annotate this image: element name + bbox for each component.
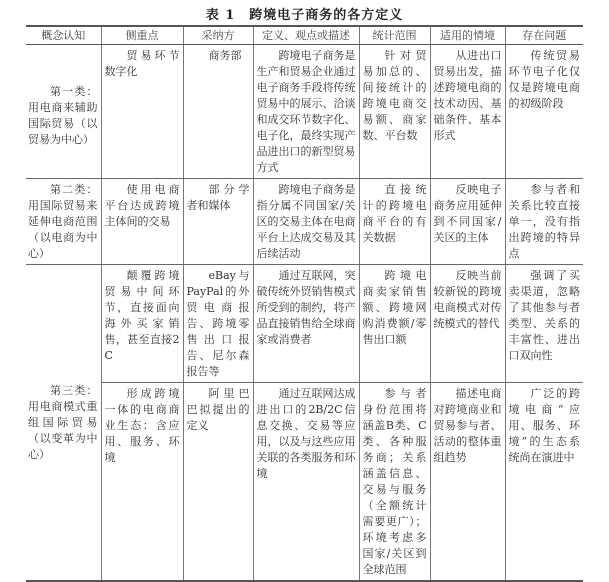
focus-cell: 形成跨境一体的电商商业生态：含应用、服务、环境 xyxy=(101,383,183,582)
context-cell: 从进出口贸易出发，描述跨境电商的技术动因、基础条件、基本形式 xyxy=(430,45,505,179)
scope-cell: 参与者身份范围将涵盖B类、C类、各种服务商；关系涵盖信息、交易与服务（全额统计需要更广）；环境考虑多国家/关区到全球范围 xyxy=(359,383,430,582)
table-row xyxy=(26,179,583,265)
adopter-cell: 商务部 xyxy=(183,45,253,179)
table-row xyxy=(26,45,583,179)
category-cell: 第三类：用电商模式重组国际贸易（以变革为中心） xyxy=(26,265,101,582)
context-cell: 描述电商对跨境商业和贸易参与者、活动的整体重组趋势 xyxy=(430,383,505,582)
definition-cell: 跨境电子商务是生产和贸易企业通过电子商务手段将传统贸易中的展示、洽谈和成交环节数字化、电子化，最终实现产品进出口的新型贸易方式 xyxy=(253,45,359,179)
adopter-cell: eBay与PayPal的外贸电商报告、跨境零售出口报告、尼尔森报告等 xyxy=(183,265,253,383)
table-title: 表 1 跨境电子商务的各方定义 xyxy=(205,8,404,23)
scope-cell: 跨境电商卖家销售额、跨境网购消费额/零售出口额 xyxy=(359,265,430,383)
definitions-table xyxy=(26,25,583,582)
context-cell: 反映当前较新锐的跨境电商模式对传统模式的替代 xyxy=(430,265,505,383)
header-cell: 定义、观点或描述 xyxy=(253,26,359,45)
definition-cell: 跨境电子商务是指分属不同国家/关区的交易主体在电商平台上达成交易及其后续活动 xyxy=(253,179,359,265)
issue-cell: 传统贸易环节电子化仅仅是跨境电商的初级阶段 xyxy=(505,45,583,179)
header-cell: 统计范围 xyxy=(359,26,430,45)
adopter-cell: 部分学者和媒体 xyxy=(183,179,253,265)
definition-cell: 通过互联网达成进出口的2B/2C信息交换、交易等应用，以及与这些应用关联的各类服务和环境 xyxy=(253,383,359,582)
context-cell: 反映电子商务应用延伸到不同国家/关区的主体 xyxy=(430,179,505,265)
header-cell: 适用的情境 xyxy=(430,26,505,45)
header-cell: 概念认知 xyxy=(26,26,101,45)
focus-cell: 颠覆跨境贸易中间环节，直接面向海外买家销售，甚至直接2C xyxy=(101,265,183,383)
issue-cell: 参与者和关系比较直接单一，没有指出跨境的特异点 xyxy=(505,179,583,265)
scope-cell: 针对贸易加总的、间接统计的跨境电商交易额、商家数、平台数 xyxy=(359,45,430,179)
table-row xyxy=(26,383,583,582)
table-row xyxy=(26,265,583,383)
issue-cell: 广泛的跨境电商“应用、服务、环境”的生态系统尚在演进中 xyxy=(505,383,583,582)
scope-cell: 直接统计的跨境电商平台的有关数据 xyxy=(359,179,430,265)
category-cell: 第二类：用国际贸易来延伸电商范围（以电商为中心） xyxy=(26,179,101,265)
header-cell: 侧重点 xyxy=(101,26,183,45)
header-cell: 采纳方 xyxy=(183,26,253,45)
issue-cell: 强调了买卖渠道，忽略了其他参与者类型、关系的丰富性、进出口双向性 xyxy=(505,265,583,383)
definition-cell: 通过互联网，突破传统外贸销售模式所受到的制约，将产品直接销售给全球商家或消费者 xyxy=(253,265,359,383)
adopter-cell: 阿里巴巴拟提出的定义 xyxy=(183,383,253,582)
header-row xyxy=(26,26,583,45)
header-cell: 存在问题 xyxy=(505,26,583,45)
category-cell: 第一类：用电商来辅助国际贸易（以贸易为中心） xyxy=(26,45,101,179)
focus-cell: 贸易环节数字化 xyxy=(101,45,183,179)
focus-cell: 使用电商平台达成跨境主体间的交易 xyxy=(101,179,183,265)
